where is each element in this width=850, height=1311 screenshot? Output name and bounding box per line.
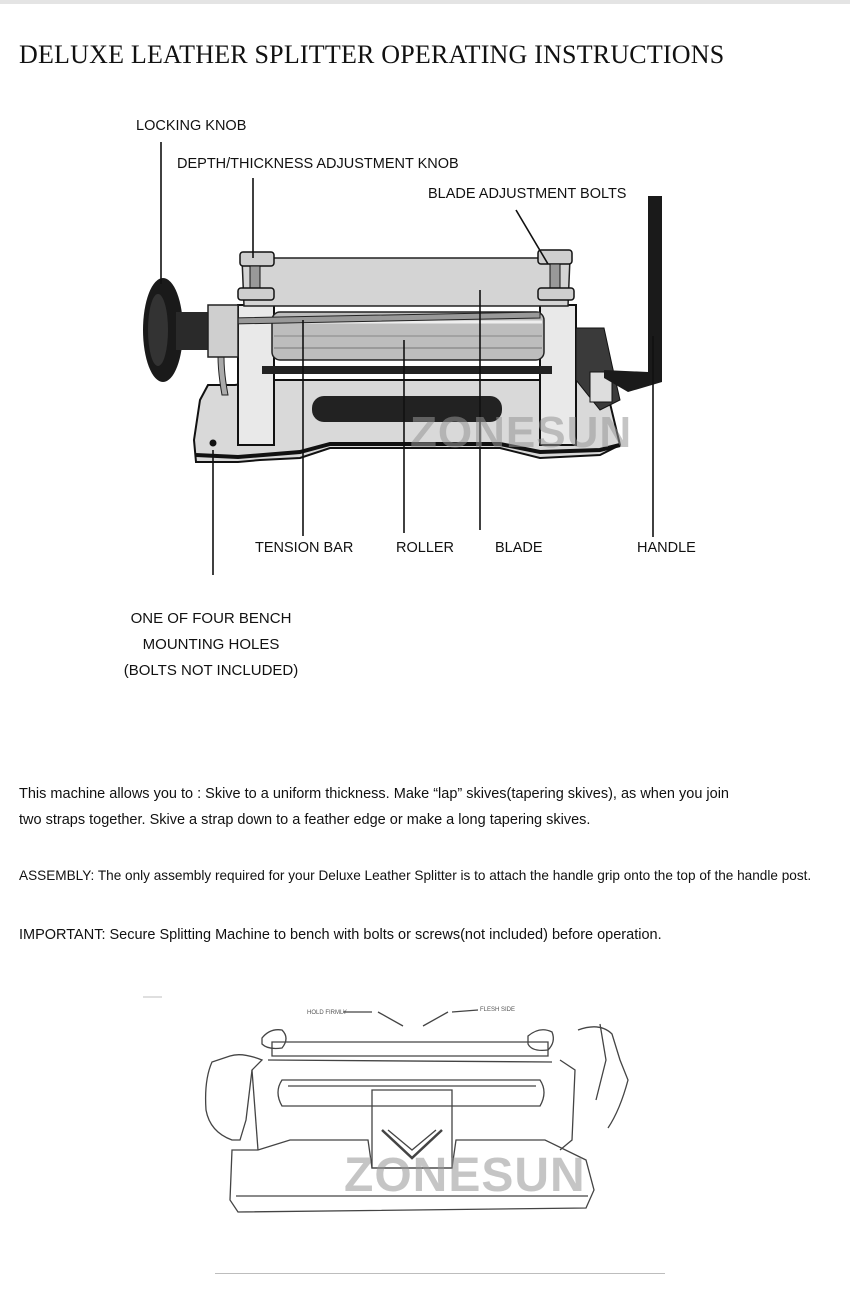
watermark-bottom: ZONESUN (344, 1149, 586, 1202)
bottom-divider (215, 1273, 665, 1274)
label-tension-bar: TENSION BAR (255, 540, 354, 556)
label-roller: ROLLER (396, 540, 455, 556)
label-blade: BLADE (495, 540, 543, 556)
sketch-hold-label: HOLD FIRMLY (307, 1010, 347, 1016)
watermark-top: ZONESUN (410, 408, 633, 457)
label-depth-knob: DEPTH/THICKNESS ADJUSTMENT KNOB (177, 156, 459, 172)
page-title: DELUXE LEATHER SPLITTER OPERATING INSTRUCTIONS (19, 40, 725, 69)
intro-line-2: two straps together. Skive a strap down to a feather edge or make a long tapering skives. (19, 812, 591, 828)
label-locking-knob: LOCKING KNOB (136, 118, 247, 134)
mounting-line-3: (BOLTS NOT INCLUDED) (123, 662, 299, 679)
important-text: IMPORTANT: Secure Splitting Machine to bench with bolts or screws(not included) before operation. (19, 927, 662, 943)
label-handle: HANDLE (637, 540, 696, 556)
assembly-text: ASSEMBLY: The only assembly required for your Deluxe Leather Splitter is to attach the handle grip onto the top of the handle post. (19, 868, 812, 883)
intro-line-1: This machine allows you to : Skive to a uniform thickness. Make “lap” skives(tapering skives), as when you join (19, 786, 729, 802)
mounting-line-2: MOUNTING HOLES (142, 636, 280, 653)
label-blade-bolts: BLADE ADJUSTMENT BOLTS (428, 186, 627, 202)
mounting-line-1: ONE OF FOUR BENCH (130, 610, 292, 627)
sketch-flesh-label: FLESH SIDE (480, 1007, 516, 1013)
